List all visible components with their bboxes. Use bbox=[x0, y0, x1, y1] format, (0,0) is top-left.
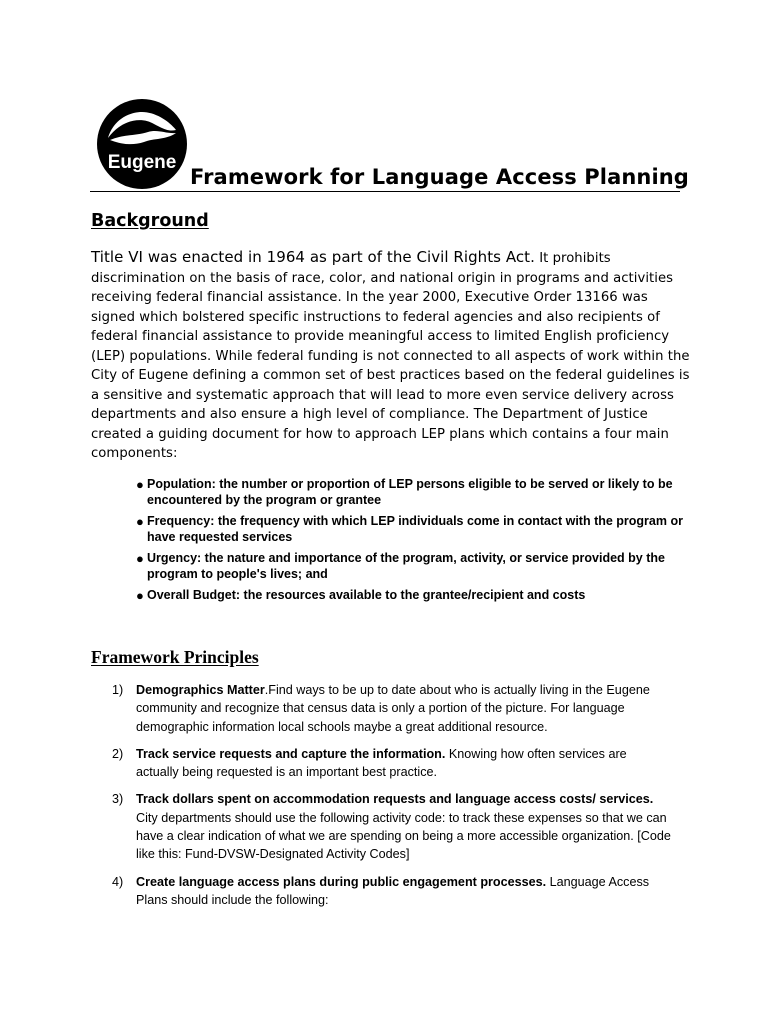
title-underline bbox=[90, 191, 680, 192]
item-lead: Track dollars spent on accommodation requests and language access costs/ services. bbox=[136, 792, 654, 807]
principles-heading: Framework Principles bbox=[91, 647, 259, 667]
item-lead: Demographics Matter bbox=[136, 683, 265, 697]
bullet-text: Frequency: the frequency with which LEP individuals come in contact with the program or have requested services bbox=[147, 514, 683, 544]
list-item bbox=[137, 477, 697, 508]
eugene-logo bbox=[96, 98, 188, 190]
item-number: 2) bbox=[112, 746, 124, 761]
intro-body: It prohibits discrimination on the basis of race, color, and national origin in programs and activities receiving federal financial assistance. In the year 2000, Executive Order 13166 was signed which bolstered specific instructions to federal agencies and also recipients of federal financial assistance to provide meaningful access to limited English proficiency (LEP) populations. While federal funding is not connected to all aspects of work within the City of Eugene defining a common set of best practices based on the federal guidelines is a sensitive and systematic approach that will lead to more even service delivery across departments and also ensure a high level of compliance. The Department of Justice created a guiding document for how to approach LEP plans which contains a four main components: bbox=[91, 251, 690, 461]
bullet-icon: ● bbox=[136, 514, 144, 529]
background-paragraph bbox=[91, 248, 691, 464]
item-text: Knowing how often services are actually being requested is an important best practice. bbox=[136, 746, 627, 780]
intro-lead: Title VI was enacted in 1964 as part of the Civil Rights Act. bbox=[91, 248, 535, 266]
list-item bbox=[112, 681, 672, 736]
item-number: 1) bbox=[112, 683, 124, 697]
item-text: Language Access Plans should include the following: bbox=[136, 874, 650, 907]
item-text: City departments should use the following activity code: to track these expenses so that we can have a clear indication of what we are spending on being a more accessible organization. [Code like this: Fund-DVSW-Designated Activity Codes] bbox=[136, 810, 671, 862]
bullet-icon: ● bbox=[136, 588, 144, 603]
background-heading: Background bbox=[91, 211, 209, 231]
eugene-logo-icon bbox=[96, 98, 188, 190]
list-item bbox=[137, 588, 697, 604]
list-item bbox=[137, 551, 697, 582]
item-text: .Find ways to be up to date about who is actually living in the Eugene community and recognize that census data is only a portion of the picture. For language demographic information local schools maybe a great additional resource. bbox=[136, 683, 650, 734]
list-item bbox=[112, 790, 672, 863]
bullet-text: Urgency: the nature and importance of the program, activity, or service provided by the program to people's lives; and bbox=[147, 551, 665, 581]
bullet-text: Population: the number or proportion of LEP persons eligible to be served or likely to be encountered by the program or grantee bbox=[147, 477, 673, 507]
principles-list bbox=[112, 681, 672, 918]
document-title: Framework for Language Access Planning bbox=[190, 165, 689, 189]
list-item bbox=[137, 514, 697, 545]
item-number: 3) bbox=[112, 792, 124, 807]
item-lead: Create language access plans during public engagement processes. bbox=[136, 874, 547, 889]
item-lead: Track service requests and capture the information. bbox=[136, 746, 446, 761]
bullet-icon: ● bbox=[136, 477, 144, 492]
list-item bbox=[112, 873, 672, 910]
bullet-text: Overall Budget: the resources available to the grantee/recipient and costs bbox=[147, 588, 586, 602]
bullet-icon: ● bbox=[136, 551, 144, 566]
item-number: 4) bbox=[112, 874, 124, 889]
list-item bbox=[112, 745, 672, 782]
svg-text:Eugene: Eugene bbox=[107, 152, 177, 173]
lep-components-list bbox=[137, 477, 697, 610]
